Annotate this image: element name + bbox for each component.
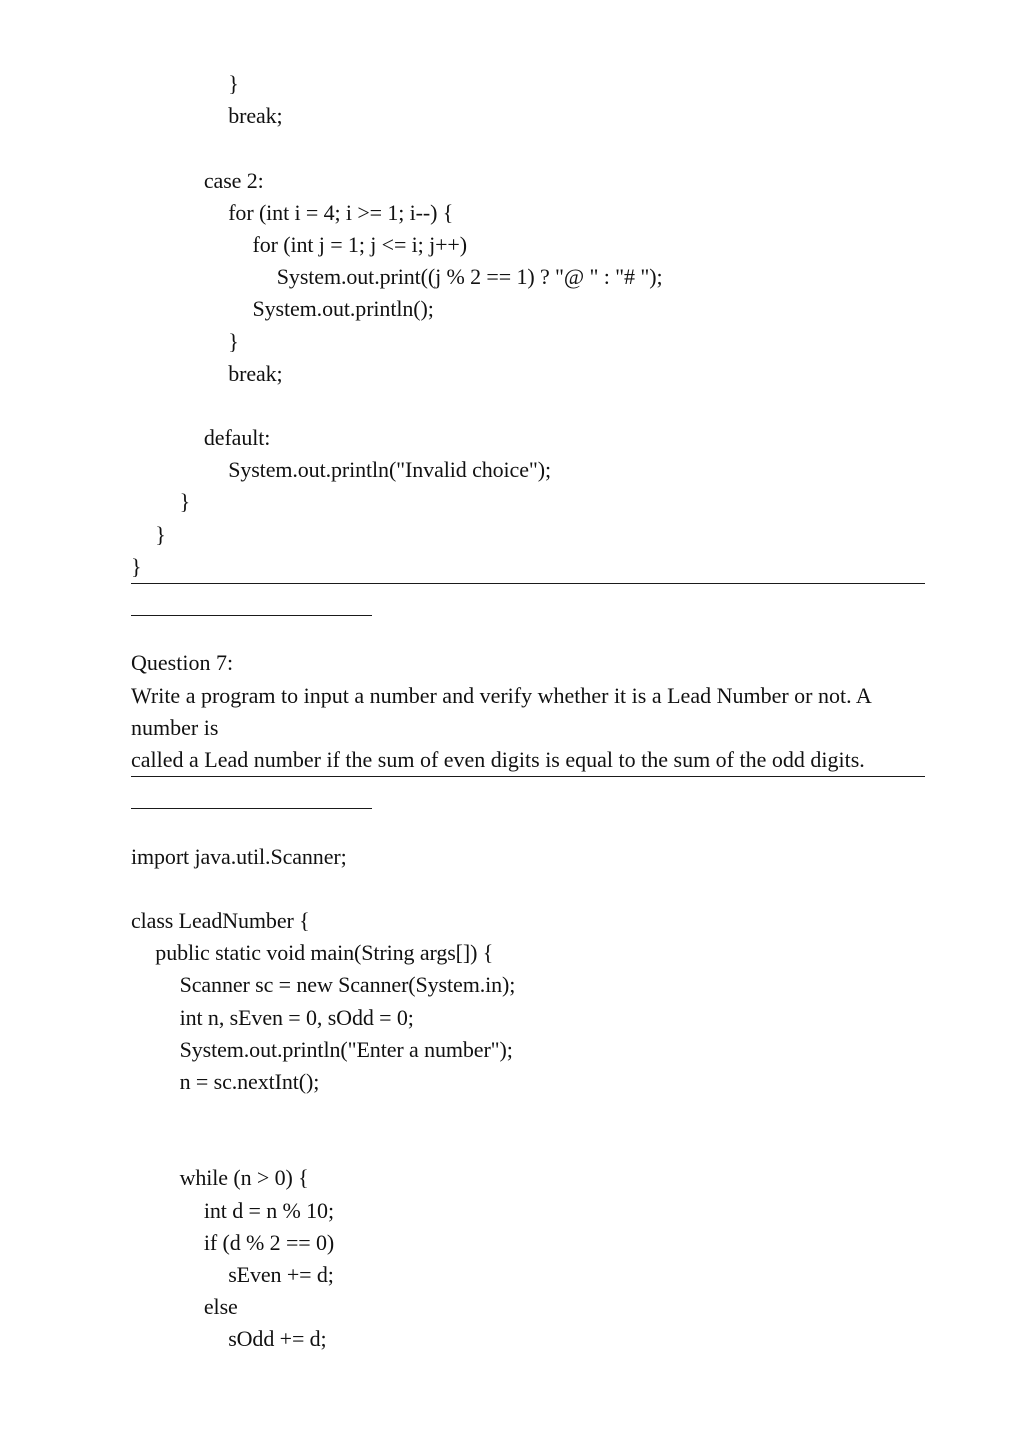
blank-line	[131, 132, 961, 164]
separator-row	[131, 776, 961, 808]
question-section	[131, 647, 961, 776]
code-line: sEven += d;	[228, 1262, 334, 1287]
code-line: break;	[228, 360, 283, 386]
code-line: System.out.println("Enter a number");	[179, 1036, 513, 1062]
blank-line	[131, 1098, 961, 1130]
separator-line-short	[131, 808, 372, 809]
separator-line-short	[131, 615, 372, 616]
separator-row	[131, 615, 961, 647]
code-line: class LeadNumber {	[131, 907, 310, 933]
code-line: Scanner sc = new Scanner(System.in);	[179, 972, 516, 998]
code-line: System.out.println("Invalid choice");	[228, 457, 551, 483]
code-block-lead-number	[131, 841, 961, 1356]
code-line: case 2:	[203, 167, 264, 193]
code-line: }	[228, 328, 239, 354]
code-block-switch-cases	[131, 68, 961, 583]
code-line: System.out.println();	[252, 296, 434, 322]
code-line: while (n > 0) {	[179, 1165, 309, 1191]
separator-row	[131, 808, 961, 840]
document-page	[131, 68, 961, 1356]
code-line: if (d % 2 == 0)	[203, 1229, 335, 1255]
separator-line-long	[131, 583, 925, 584]
blank-line	[131, 390, 961, 422]
code-line: default:	[203, 425, 271, 451]
code-line: for (int j = 1; j <= i; j++)	[252, 231, 467, 257]
code-line: for (int i = 4; i >= 1; i--) {	[228, 199, 454, 225]
code-line: }	[179, 489, 191, 515]
question-heading: Question 7:	[131, 650, 234, 676]
code-line: import java.util.Scanner;	[131, 843, 347, 869]
code-line: int d = n % 10;	[203, 1197, 334, 1223]
question-text-line: called a Lead number if the sum of even digits is equal to the sum of the odd digits.	[131, 746, 865, 772]
code-line: }	[228, 71, 239, 96]
code-line: System.out.print((j % 2 == 1) ? "@ " : "# ");	[276, 264, 663, 290]
blank-line	[131, 873, 961, 905]
code-line: public static void main(String args[]) {	[155, 940, 494, 966]
blank-line	[131, 1130, 961, 1162]
code-line: }	[155, 521, 166, 547]
code-line: break;	[228, 103, 283, 129]
code-line: int n, sEven = 0, sOdd = 0;	[179, 1004, 414, 1030]
separator-line-long	[131, 776, 925, 777]
question-text-line: Write a program to input a number and verify whether it is a Lead Number or not. A	[131, 682, 872, 708]
question-text-line: number is	[131, 714, 219, 740]
separator-row	[131, 583, 961, 615]
code-line: else	[203, 1294, 238, 1320]
code-line: n = sc.nextInt();	[179, 1068, 320, 1094]
code-line: }	[131, 553, 142, 579]
code-line: sOdd += d;	[228, 1326, 327, 1352]
